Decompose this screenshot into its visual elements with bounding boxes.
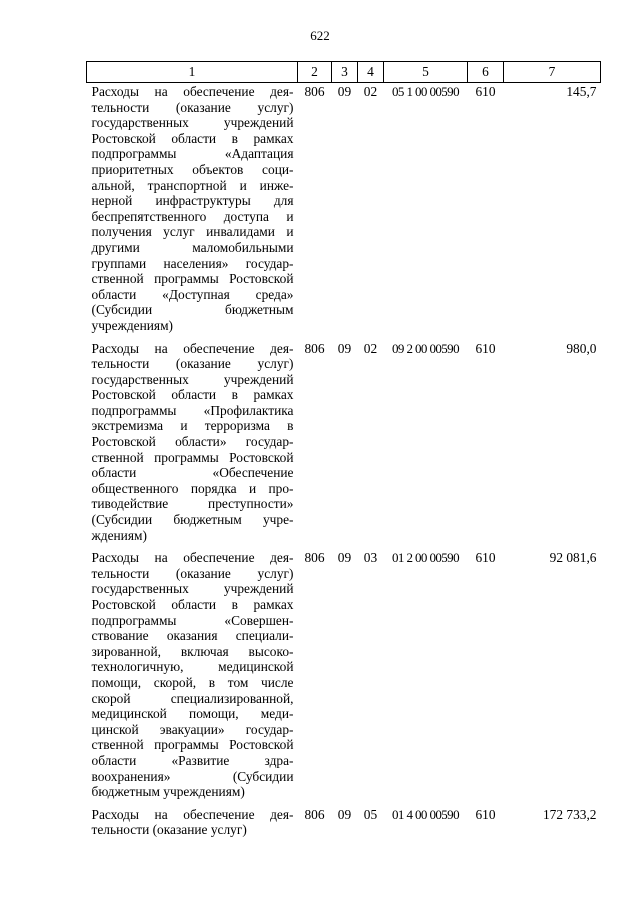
section-code: 09 <box>337 84 352 99</box>
column-number: 6 <box>468 62 504 83</box>
subsection-code: 02 <box>363 84 378 99</box>
subsection-code: 02 <box>363 340 378 356</box>
column-number: 1 <box>87 62 298 83</box>
target-article-code: 01 2 00 00590 <box>392 550 459 566</box>
ministry-code: 806 <box>304 806 325 822</box>
table-row <box>87 340 601 550</box>
section-code: 09 <box>337 550 352 566</box>
table-row <box>87 549 601 806</box>
expense-type-code: 610 <box>475 340 496 356</box>
expense-type-code: 610 <box>475 84 496 99</box>
amount: 145,7 <box>566 84 597 99</box>
table-row <box>87 83 601 340</box>
expense-type-code: 610 <box>475 550 496 566</box>
section-code: 09 <box>337 340 352 356</box>
target-article-code: 09 2 00 00590 <box>392 340 459 356</box>
table-row <box>87 806 601 844</box>
amount: 980,0 <box>566 340 597 356</box>
column-number: 7 <box>504 62 601 83</box>
column-number: 4 <box>358 62 384 83</box>
subsection-code: 05 <box>363 806 378 822</box>
column-number-row <box>87 62 601 83</box>
column-number: 5 <box>384 62 468 83</box>
subsection-code: 03 <box>363 550 378 566</box>
ministry-code: 806 <box>304 340 325 356</box>
budget-table <box>86 61 601 844</box>
ministry-code: 806 <box>304 550 325 566</box>
target-article-code: 05 1 00 00590 <box>392 84 459 99</box>
expense-type-code: 610 <box>475 806 496 822</box>
amount: 172 733,2 <box>542 806 597 822</box>
ministry-code: 806 <box>304 84 325 99</box>
page-number: 622 <box>310 28 330 43</box>
section-code: 09 <box>337 806 352 822</box>
target-article-code: 01 4 00 00590 <box>392 806 459 822</box>
expense-description: Расходы на обеспечение деятельности (оказание услуг) <box>91 806 294 838</box>
amount: 92 081,6 <box>549 550 597 566</box>
expense-description: Расходы на обеспечение деятельности (оказание услуг) государственных учреждений Ростовской области в рамках подпрограммы «Совершенствование оказания специализированной, включая высокотехнологичную, медицинской помощи, скорой, в том числе скорой специализированной, медицинской помощи, медицинской эвакуации» государственной программы Ростовской области «Развитие здравоохранения» (Субсидии бюджетным учреждениям) <box>91 550 294 800</box>
column-number: 3 <box>332 62 358 83</box>
expense-description: Расходы на обеспечение деятельности (оказание услуг) государственных учреждений Ростовской области в рамках подпрограммы «Адаптация приоритетных объектов социальной, транспортной и инженерной инфраструктуры для беспрепятственного доступа и получения услуг инвалидами и другими маломобильными группами населения» государственной программы Ростовской области «Доступная среда» (Субсидии бюджетным учреждениям) <box>91 84 294 333</box>
expense-description: Расходы на обеспечение деятельности (оказание услуг) государственных учреждений Ростовской области в рамках подпрограммы «Профилактика экстремизма и терроризма в Ростовской области» государственной программы Ростовской области «Обеспечение общественного порядка и противодействие преступности» (Субсидии бюджетным учреждениям) <box>91 340 294 543</box>
column-number: 2 <box>298 62 332 83</box>
